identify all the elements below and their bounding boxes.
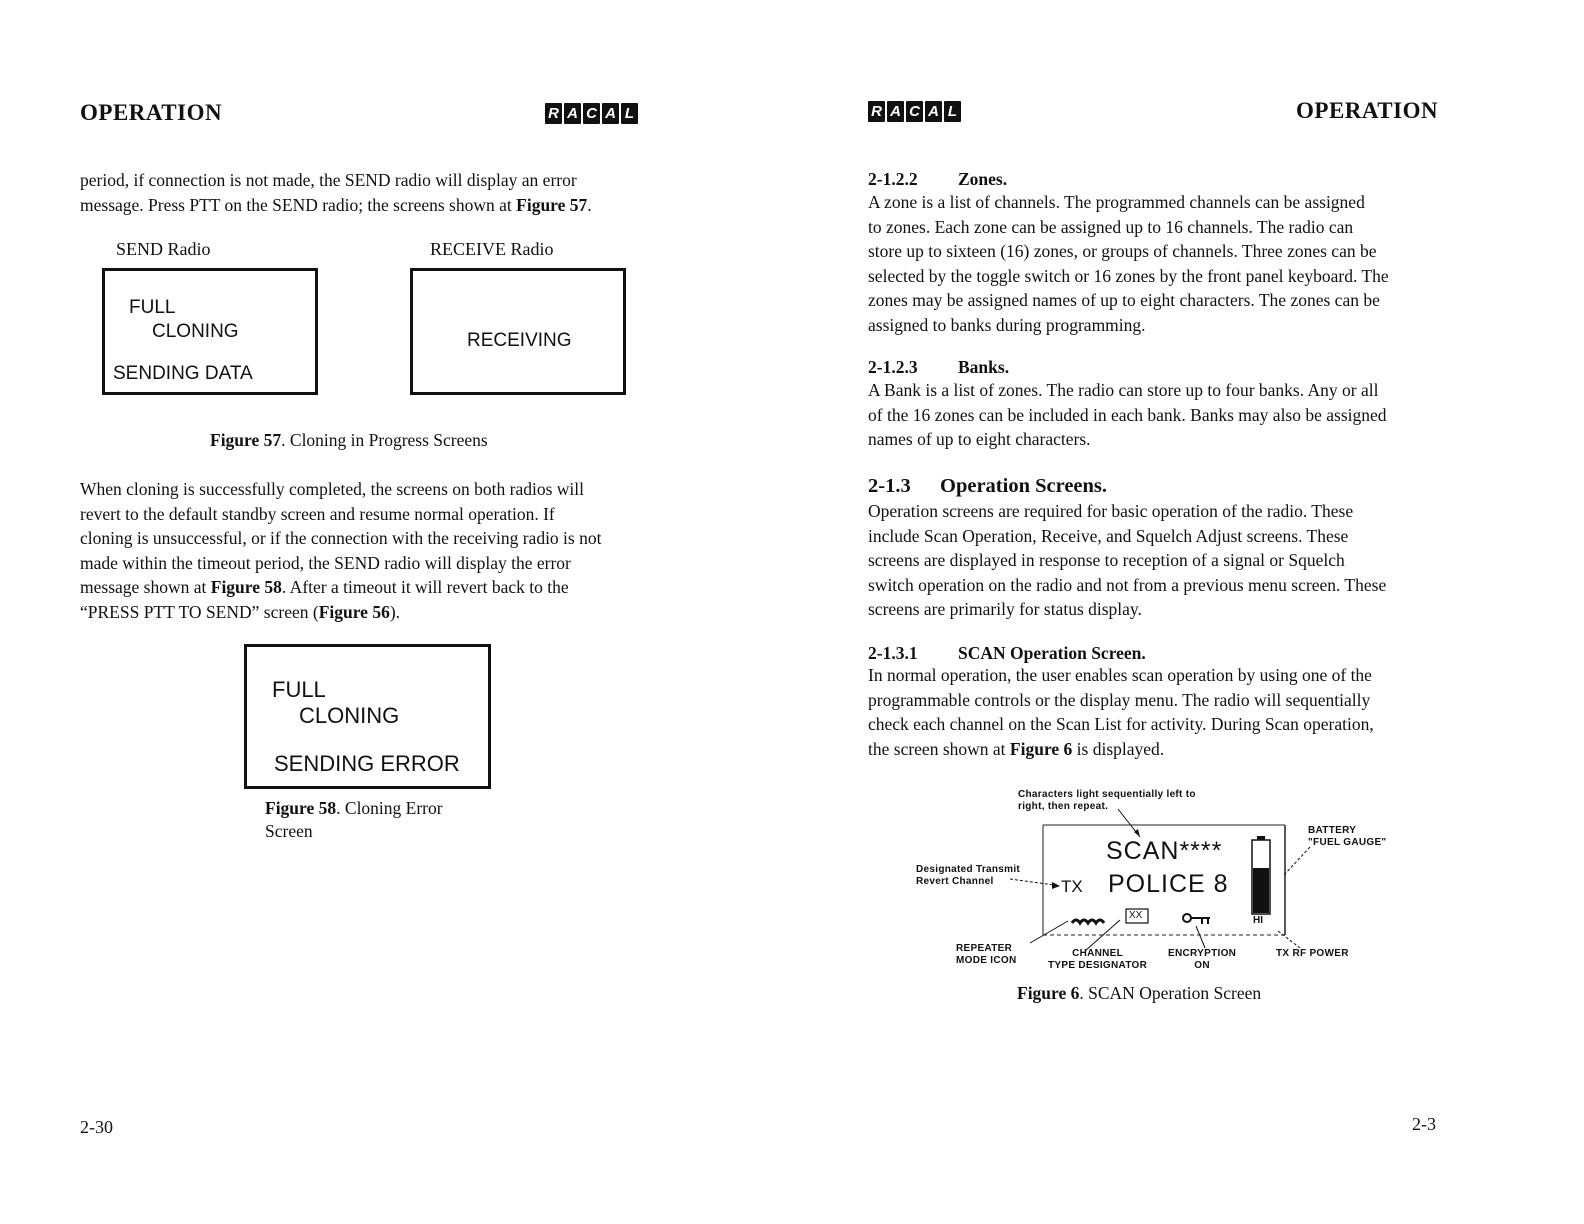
- text-line: to zones. Each zone can be assigned up to 16 channels. The radio can: [868, 216, 1354, 237]
- operation-screens-heading: 2-1.3 Operation Screens.: [868, 475, 1108, 497]
- text-line: include Scan Operation, Receive, and Squelch Adjust screens. These: [868, 525, 1349, 546]
- figure-57-caption: Figure 57. Cloning in Progress Screens: [210, 430, 488, 450]
- figure-58-caption: Figure 58. Cloning Error Screen: [265, 798, 443, 841]
- logo-letter: R: [868, 101, 885, 122]
- text-line: store up to sixteen (16) zones, or groups of channels. Three zones can be: [868, 241, 1377, 261]
- text-line: screens are displayed in response to reception of a signal or Squelch: [868, 550, 1345, 570]
- channel-type-label: CHANNEL TYPE DESIGNATOR: [1048, 948, 1148, 971]
- text-line: A zone is a list of channels. The programmed channels can be assigned: [868, 192, 1365, 212]
- text-line: revert to the default standby screen and resume normal operation. If: [80, 503, 555, 524]
- zones-paragraph: [868, 190, 1440, 337]
- text-line: message. Press PTT on the SEND radio; the screens shown at Figure 57.: [80, 194, 592, 215]
- scan-screen-diagram: [900, 785, 1420, 980]
- text-line: the screen shown at Figure 6 is displayed.: [868, 738, 1165, 759]
- send-screen-line1: FULL: [129, 297, 176, 318]
- lcd-scan-text: SCAN****: [1106, 837, 1223, 865]
- designated-transmit-label: Designated Transmit Revert Channel: [916, 864, 1021, 887]
- text-line: When cloning is successfully completed, the screens on both radios will: [80, 479, 584, 499]
- repeater-label: REPEATER MODE ICON: [956, 943, 1017, 966]
- receive-radio-label: RECEIVE Radio: [430, 239, 554, 259]
- text-line: assigned to banks during programming.: [868, 314, 1146, 335]
- send-screen-line3: SENDING DATA: [113, 363, 253, 384]
- receive-screen-line1: RECEIVING: [467, 330, 572, 351]
- left-intro-paragraph: [80, 168, 655, 217]
- text-line: check each channel on the Scan List for activity. During Scan operation,: [868, 714, 1374, 734]
- right-page-number: 2-3: [1412, 1114, 1436, 1134]
- text-line: switch operation on the radio and not from a previous menu screen. These: [868, 574, 1387, 595]
- text-line: selected by the toggle switch or 16 zones by the front panel keyboard. The: [868, 265, 1389, 286]
- send-radio-label: SEND Radio: [116, 239, 211, 259]
- text-line: names of up to eight characters.: [868, 429, 1091, 449]
- error-screen-line3: SENDING ERROR: [274, 751, 460, 776]
- text-line: “PRESS PTT TO SEND” screen (Figure 56).: [80, 601, 401, 622]
- error-screen-line2: CLONING: [299, 703, 400, 728]
- logo-letter: L: [944, 101, 961, 122]
- right-racal-logo: [868, 101, 961, 122]
- text-line: programmable controls or the display menu. The radio will sequentially: [868, 689, 1371, 710]
- zones-heading: 2-1.2.2 Zones.: [868, 169, 1008, 189]
- text-line: Operation screens are required for basic operation of the radio. These: [868, 501, 1354, 521]
- banks-heading: 2-1.2.3 Banks.: [868, 357, 1010, 377]
- text-line: In normal operation, the user enables scan operation by using one of the: [868, 665, 1372, 685]
- lcd-channel-name: POLICE 8: [1108, 870, 1229, 898]
- send-screen-line2: CLONING: [152, 321, 239, 342]
- encryption-label: ENCRYPTION ON: [1168, 948, 1237, 971]
- left-cloning-paragraph: [80, 477, 655, 624]
- logo-letter: L: [621, 103, 638, 124]
- scan-operation-paragraph: [868, 663, 1440, 761]
- text-line: A Bank is a list of zones. The radio can store up to four banks. Any or all: [868, 380, 1379, 400]
- lcd-tx-text: TX: [1061, 877, 1083, 896]
- logo-letter: A: [887, 101, 904, 122]
- diagram-note: Characters light sequentially left to right, then repeat.: [1018, 789, 1196, 812]
- text-line: of the 16 zones can be included in each bank. Banks may also be assigned: [868, 404, 1387, 425]
- logo-letter: C: [906, 101, 923, 122]
- logo-letter: A: [602, 103, 619, 124]
- text-line: made within the timeout period, the SEND radio will display the error: [80, 552, 571, 573]
- left-page-number: 2-30: [80, 1117, 113, 1137]
- right-header-title: OPERATION: [1296, 98, 1439, 123]
- battery-label: BATTERY "FUEL GAUGE": [1308, 825, 1387, 848]
- lcd-xx-text: XX: [1129, 910, 1143, 921]
- left-racal-logo: [545, 103, 638, 124]
- figure-6-caption: Figure 6. SCAN Operation Screen: [1017, 983, 1262, 1003]
- cloning-error-screen: [244, 644, 491, 789]
- figure-ref: Figure 58: [210, 577, 282, 597]
- scan-operation-heading: 2-1.3.1 SCAN Operation Screen.: [868, 643, 1146, 663]
- figure-ref: Figure 57: [516, 194, 588, 215]
- banks-paragraph: [868, 378, 1440, 452]
- operation-screens-paragraph: [868, 499, 1440, 622]
- logo-letter: C: [583, 103, 600, 124]
- receive-radio-screen: [410, 268, 626, 395]
- lcd-hi-text: HI: [1253, 915, 1263, 926]
- text-line: period, if connection is not made, the SEND radio will display an error: [80, 170, 577, 190]
- figure-ref: Figure 6: [1009, 738, 1073, 759]
- text-line: zones may be assigned names of up to eight characters. The zones can be: [868, 290, 1380, 310]
- logo-letter: A: [564, 103, 581, 124]
- figure-ref: Figure 56: [318, 601, 390, 622]
- left-header-title: OPERATION: [80, 100, 223, 125]
- send-radio-screen: [102, 268, 318, 395]
- logo-letter: A: [925, 101, 942, 122]
- logo-letter: R: [545, 103, 562, 124]
- error-screen-line1: FULL: [272, 677, 326, 702]
- text-line: message shown at Figure 58. After a timeout it will revert back to the: [80, 577, 569, 597]
- text-line: cloning is unsuccessful, or if the connection with the receiving radio is not: [80, 528, 602, 548]
- tx-rf-power-label: TX RF POWER: [1276, 948, 1349, 959]
- text-line: screens are primarily for status display.: [868, 599, 1142, 619]
